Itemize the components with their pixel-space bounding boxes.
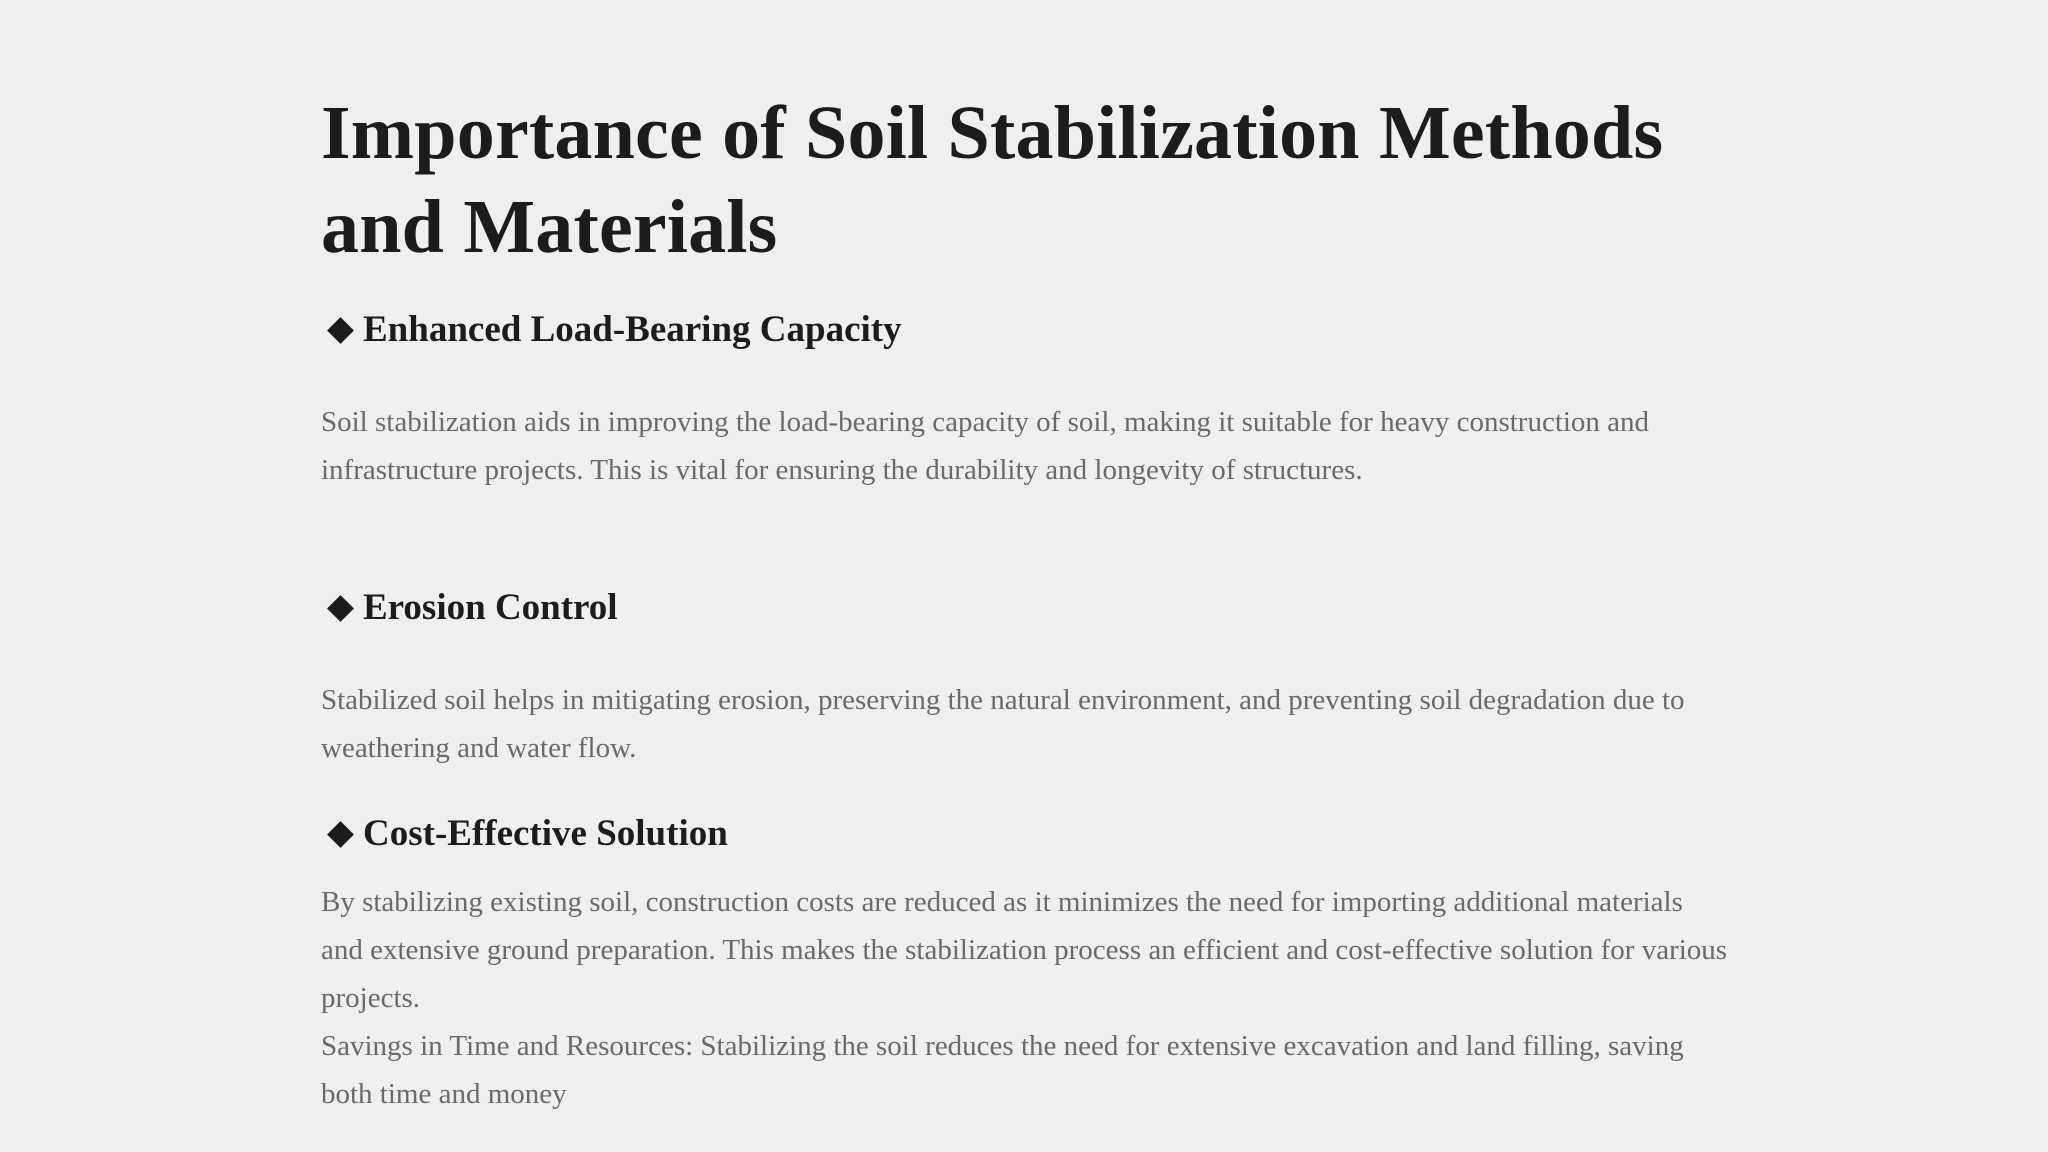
section-heading-erosion-control: [321, 586, 1731, 630]
diamond-bullet-icon: [327, 821, 353, 847]
diamond-bullet-icon: [327, 595, 353, 621]
section-heading-label: Cost-Effective Solution: [363, 813, 728, 854]
page-title: Importance of Soil Stabilization Methods and Materials: [321, 91, 1664, 269]
section-heading-label: Enhanced Load-Bearing Capacity: [363, 309, 902, 350]
diamond-bullet-icon: [327, 317, 353, 343]
document-page: [321, 86, 1731, 1118]
section-body-load-bearing: Soil stabilization aids in improving the load-bearing capacity of soil, making it suitable for heavy construction and infrastructure projects. This is vital for ensuring the durability and longevity of structures.: [321, 406, 1650, 486]
section-heading-label: Erosion Control: [363, 587, 618, 628]
section-body-cost-effective: By stabilizing existing soil, construction costs are reduced as it minimizes the need for importing additional materials and extensive ground preparation. This makes the stabilization process an efficient and cost-effective solution for various projects.: [321, 886, 1728, 1014]
section-heading-load-bearing: [321, 308, 1731, 352]
section-body-erosion-control: Stabilized soil helps in mitigating erosion, preserving the natural environment, and preventing soil degradation due to weathering and water flow.: [321, 684, 1685, 764]
section-body-savings: Savings in Time and Resources: Stabilizing the soil reduces the need for extensive excavation and land filling, saving both time and money: [321, 1030, 1684, 1110]
section-heading-cost-effective: [321, 812, 1731, 856]
